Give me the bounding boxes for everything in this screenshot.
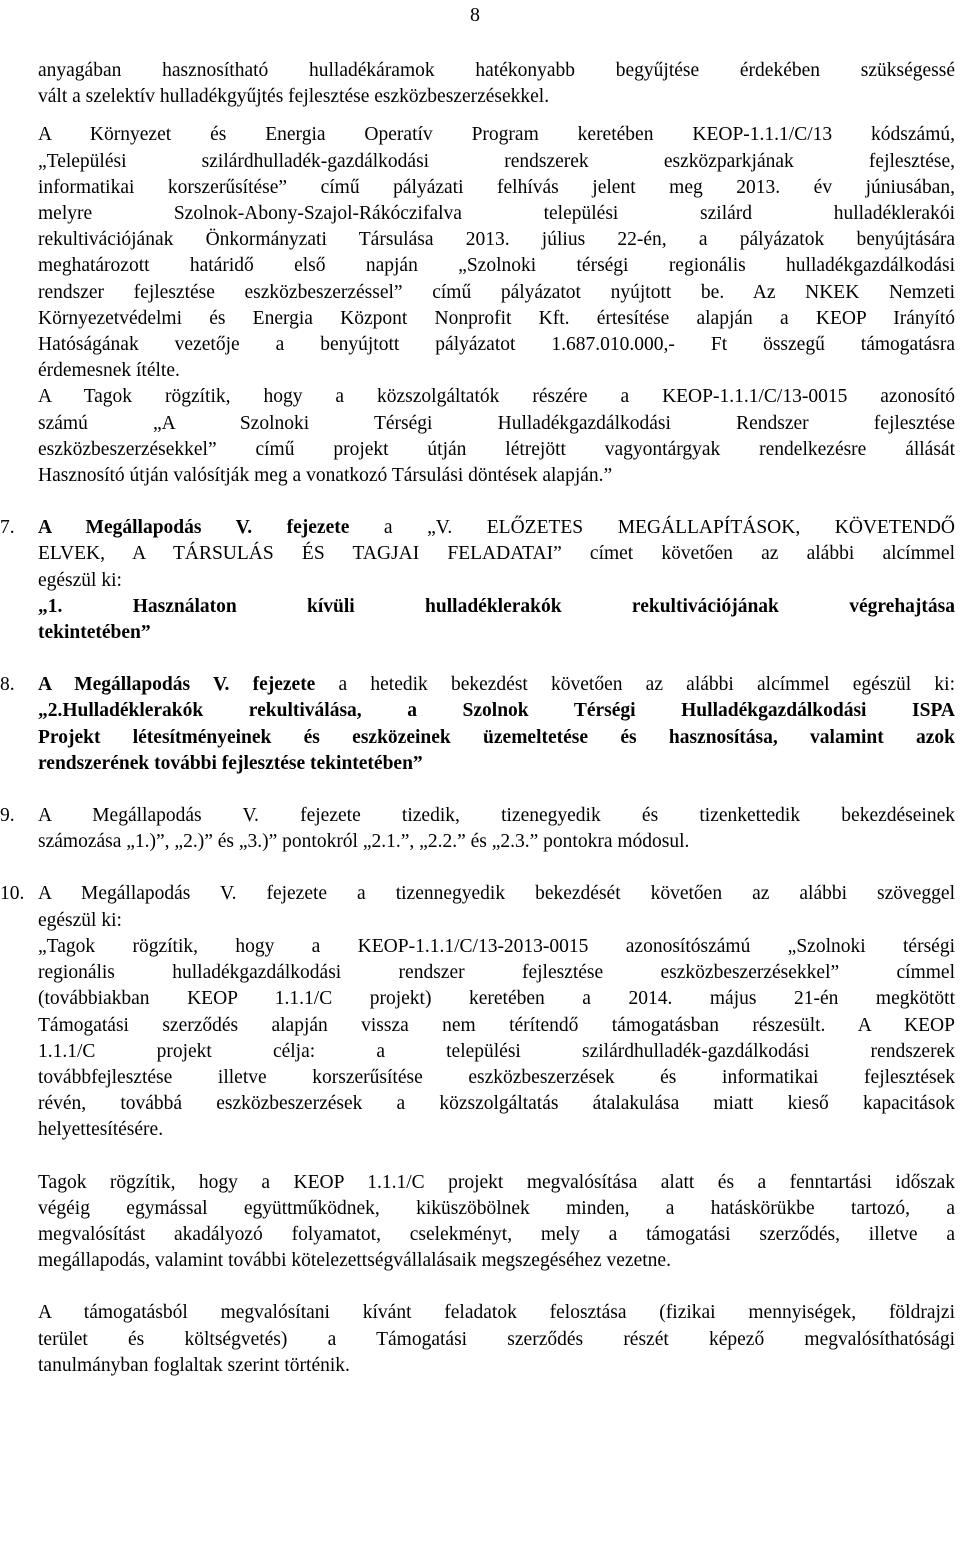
text-line: megvalósítást akadályozó folyamatot, cselekményt, mely a támogatási szerződés, illetve a [38, 1223, 955, 1245]
text-line: eszközbeszerzésekkel” című projekt útján létrejött vagyontárgyak rendelkezésre állását [38, 438, 955, 460]
paragraph-egyuttmukodes [38, 1170, 955, 1275]
subtitle-line [38, 620, 955, 646]
subtitle-line [38, 594, 955, 620]
text-line: regionális hulladékgazdálkodási rendszer fejlesztése eszközbeszerzésekkel” címmel [38, 962, 955, 984]
paragraph-tagok [38, 384, 955, 489]
text-line: számozása „1.)”, „2.)” és „3.)” pontokról „2.1.”, „2.2.” és „2.3.” pontokra módosul. [38, 831, 690, 853]
bold-subtitle: Projekt létesítményeinek és eszközeinek üzemeltetése és hasznosítása, valamint azok [38, 726, 955, 748]
bold-subtitle: tekintetében” [38, 622, 151, 644]
text-line: A támogatásból megvalósítani kívánt feladatok felosztása (fizikai mennyiségek, földrajzi [38, 1302, 955, 1324]
text-line: meghatározott határidő első napján „Szolnoki térségi regionális hulladékgazdálkodási [38, 255, 955, 277]
text-line: Hasznosító útján valósítják meg a vonatkozó Társulási döntések alapján.” [38, 465, 613, 487]
text-line: „Települési szilárdhulladék-gazdálkodási rendszerek eszközparkjának fejlesztése, [38, 150, 955, 172]
paragraph-keop [38, 122, 955, 384]
text-line: egészül ki: [38, 569, 122, 591]
text-line: megállapodás, valamint további kötelezettségvállalásaik megszegéséhez vezetne. [38, 1250, 671, 1272]
list-item-10 [0, 881, 955, 933]
text-line: helyettesítésére. [38, 1119, 164, 1141]
text-fragment: a „V. ELŐZETES MEGÁLLAPÍTÁSOK, KÖVETENDŐ [349, 517, 955, 539]
text-line: 1.1.1/C projekt célja: a települési szilárdhulladék-gazdálkodási rendszerek [38, 1040, 955, 1062]
text-line: érdemesnek ítélte. [38, 360, 180, 382]
text-line: A Környezet és Energia Operatív Program keretében KEOP-1.1.1/C/13 kódszámú, [38, 124, 955, 146]
text-line: Támogatási szerződés alapján vissza nem térítendő támogatásban részesült. A KEOP [38, 1014, 955, 1036]
text-line: „Tagok rögzítik, hogy a KEOP-1.1.1/C/13-2013-0015 azonosítószámú „Szolnoki térségi [38, 935, 955, 957]
subtitle-line [38, 698, 955, 724]
item-number: 7. [0, 517, 15, 539]
bold-reference: A Megállapodás V. fejezete [38, 674, 316, 696]
list-item-9 [0, 803, 955, 855]
text-line [38, 515, 955, 541]
text-line: (továbbiakban KEOP 1.1.1/C projekt) keretében a 2014. május 21-én megkötött [38, 988, 955, 1010]
text-line: A Megállapodás V. fejezete a tizennegyedik bekezdését követően az alábbi szöveggel [38, 883, 955, 905]
text-line: A Tagok rögzítik, hogy a közszolgáltatók részére a KEOP-1.1.1/C/13-0015 azonosító [38, 386, 955, 408]
subtitle-line [38, 751, 955, 777]
text-line [38, 672, 955, 698]
bold-subtitle: „2.Hulladéklerakók rekultiválása, a Szolnok Térségi Hulladékgazdálkodási ISPA [38, 700, 955, 722]
item-number: 8. [0, 674, 15, 696]
item-number: 10. [0, 883, 25, 905]
text-line: számú „A Szolnoki Térségi Hulladékgazdálkodási Rendszer fejlesztése [38, 412, 955, 434]
text-line: informatikai korszerűsítése” című pályázati felhívás jelent meg 2013. év júniusában, [38, 176, 955, 198]
text-line: melyre Szolnok-Abony-Szajol-Rákóczifalva települési szilárd hulladéklerakói [38, 203, 955, 225]
page-number: 8 [470, 4, 480, 26]
subtitle-line [38, 725, 955, 751]
text-line: egészül ki: [38, 909, 122, 931]
text-line: Környezetvédelmi és Energia Központ Nonprofit Kft. értesítése alapján a KEOP Irányító [38, 307, 955, 329]
text-line: rekultivációjának Önkormányzati Társulása 2013. július 22-én, a pályázatok benyújtására [38, 229, 955, 251]
text-line: Hatóságának vezetője a benyújtott pályázatot 1.687.010.000,- Ft összegű támogatásra [38, 334, 955, 356]
text-line: ELVEK, A TÁRSULÁS ÉS TAGJAI FELADATAI” címet követően az alábbi alcímmel [38, 543, 955, 565]
list-item-8 [0, 672, 955, 777]
text-line: továbbfejlesztése illetve korszerűsítése eszközbeszerzések és informatikai fejlesztések [38, 1066, 955, 1088]
text-line: terület és költségvetés) a Támogatási szerződés részét képező megvalósíthatósági [38, 1328, 955, 1350]
text-line: tanulmányban foglaltak szerint történik. [38, 1354, 350, 1376]
text-line: A Megállapodás V. fejezete tizedik, tizenegyedik és tizenkettedik bekezdéseinek [38, 805, 955, 827]
paragraph-quote [38, 934, 955, 1144]
bold-subtitle: rendszerének további fejlesztése tekintetében” [38, 752, 423, 774]
paragraph-feladatok [38, 1300, 955, 1379]
list-item-7 [0, 515, 955, 646]
text-line: Tagok rögzítik, hogy a KEOP 1.1.1/C projekt megvalósítása alatt és a fenntartási időszak [38, 1171, 955, 1193]
bold-reference: A Megállapodás V. fejezete [38, 517, 350, 539]
text-fragment: a hetedik bekezdést követően az alábbi alcímmel egészül ki: [315, 674, 955, 696]
text-line: révén, továbbá eszközbeszerzések a közszolgáltatás átalakulása miatt kieső kapacitások [38, 1093, 955, 1115]
text-line: végéig egymással együttműködnek, kiküszöbölnek minden, a hatáskörükbe tartozó, a [38, 1197, 955, 1219]
intro-line: vált a szelektív hulladékgyűjtés fejlesztése eszközbeszerzésekkel. [38, 86, 550, 108]
document-body [0, 58, 955, 1379]
bold-subtitle: „1. Használaton kívüli hulladéklerakók rekultivációjának végrehajtása [38, 595, 955, 617]
intro-line: anyagában hasznosítható hulladékáramok hatékonyabb begyűjtése érdekében szükségessé [38, 60, 955, 81]
text-line: rendszer fejlesztése eszközbeszerzéssel” című pályázatot nyújtott be. Az NKEK Nemzeti [38, 281, 955, 303]
item-number: 9. [0, 805, 15, 827]
